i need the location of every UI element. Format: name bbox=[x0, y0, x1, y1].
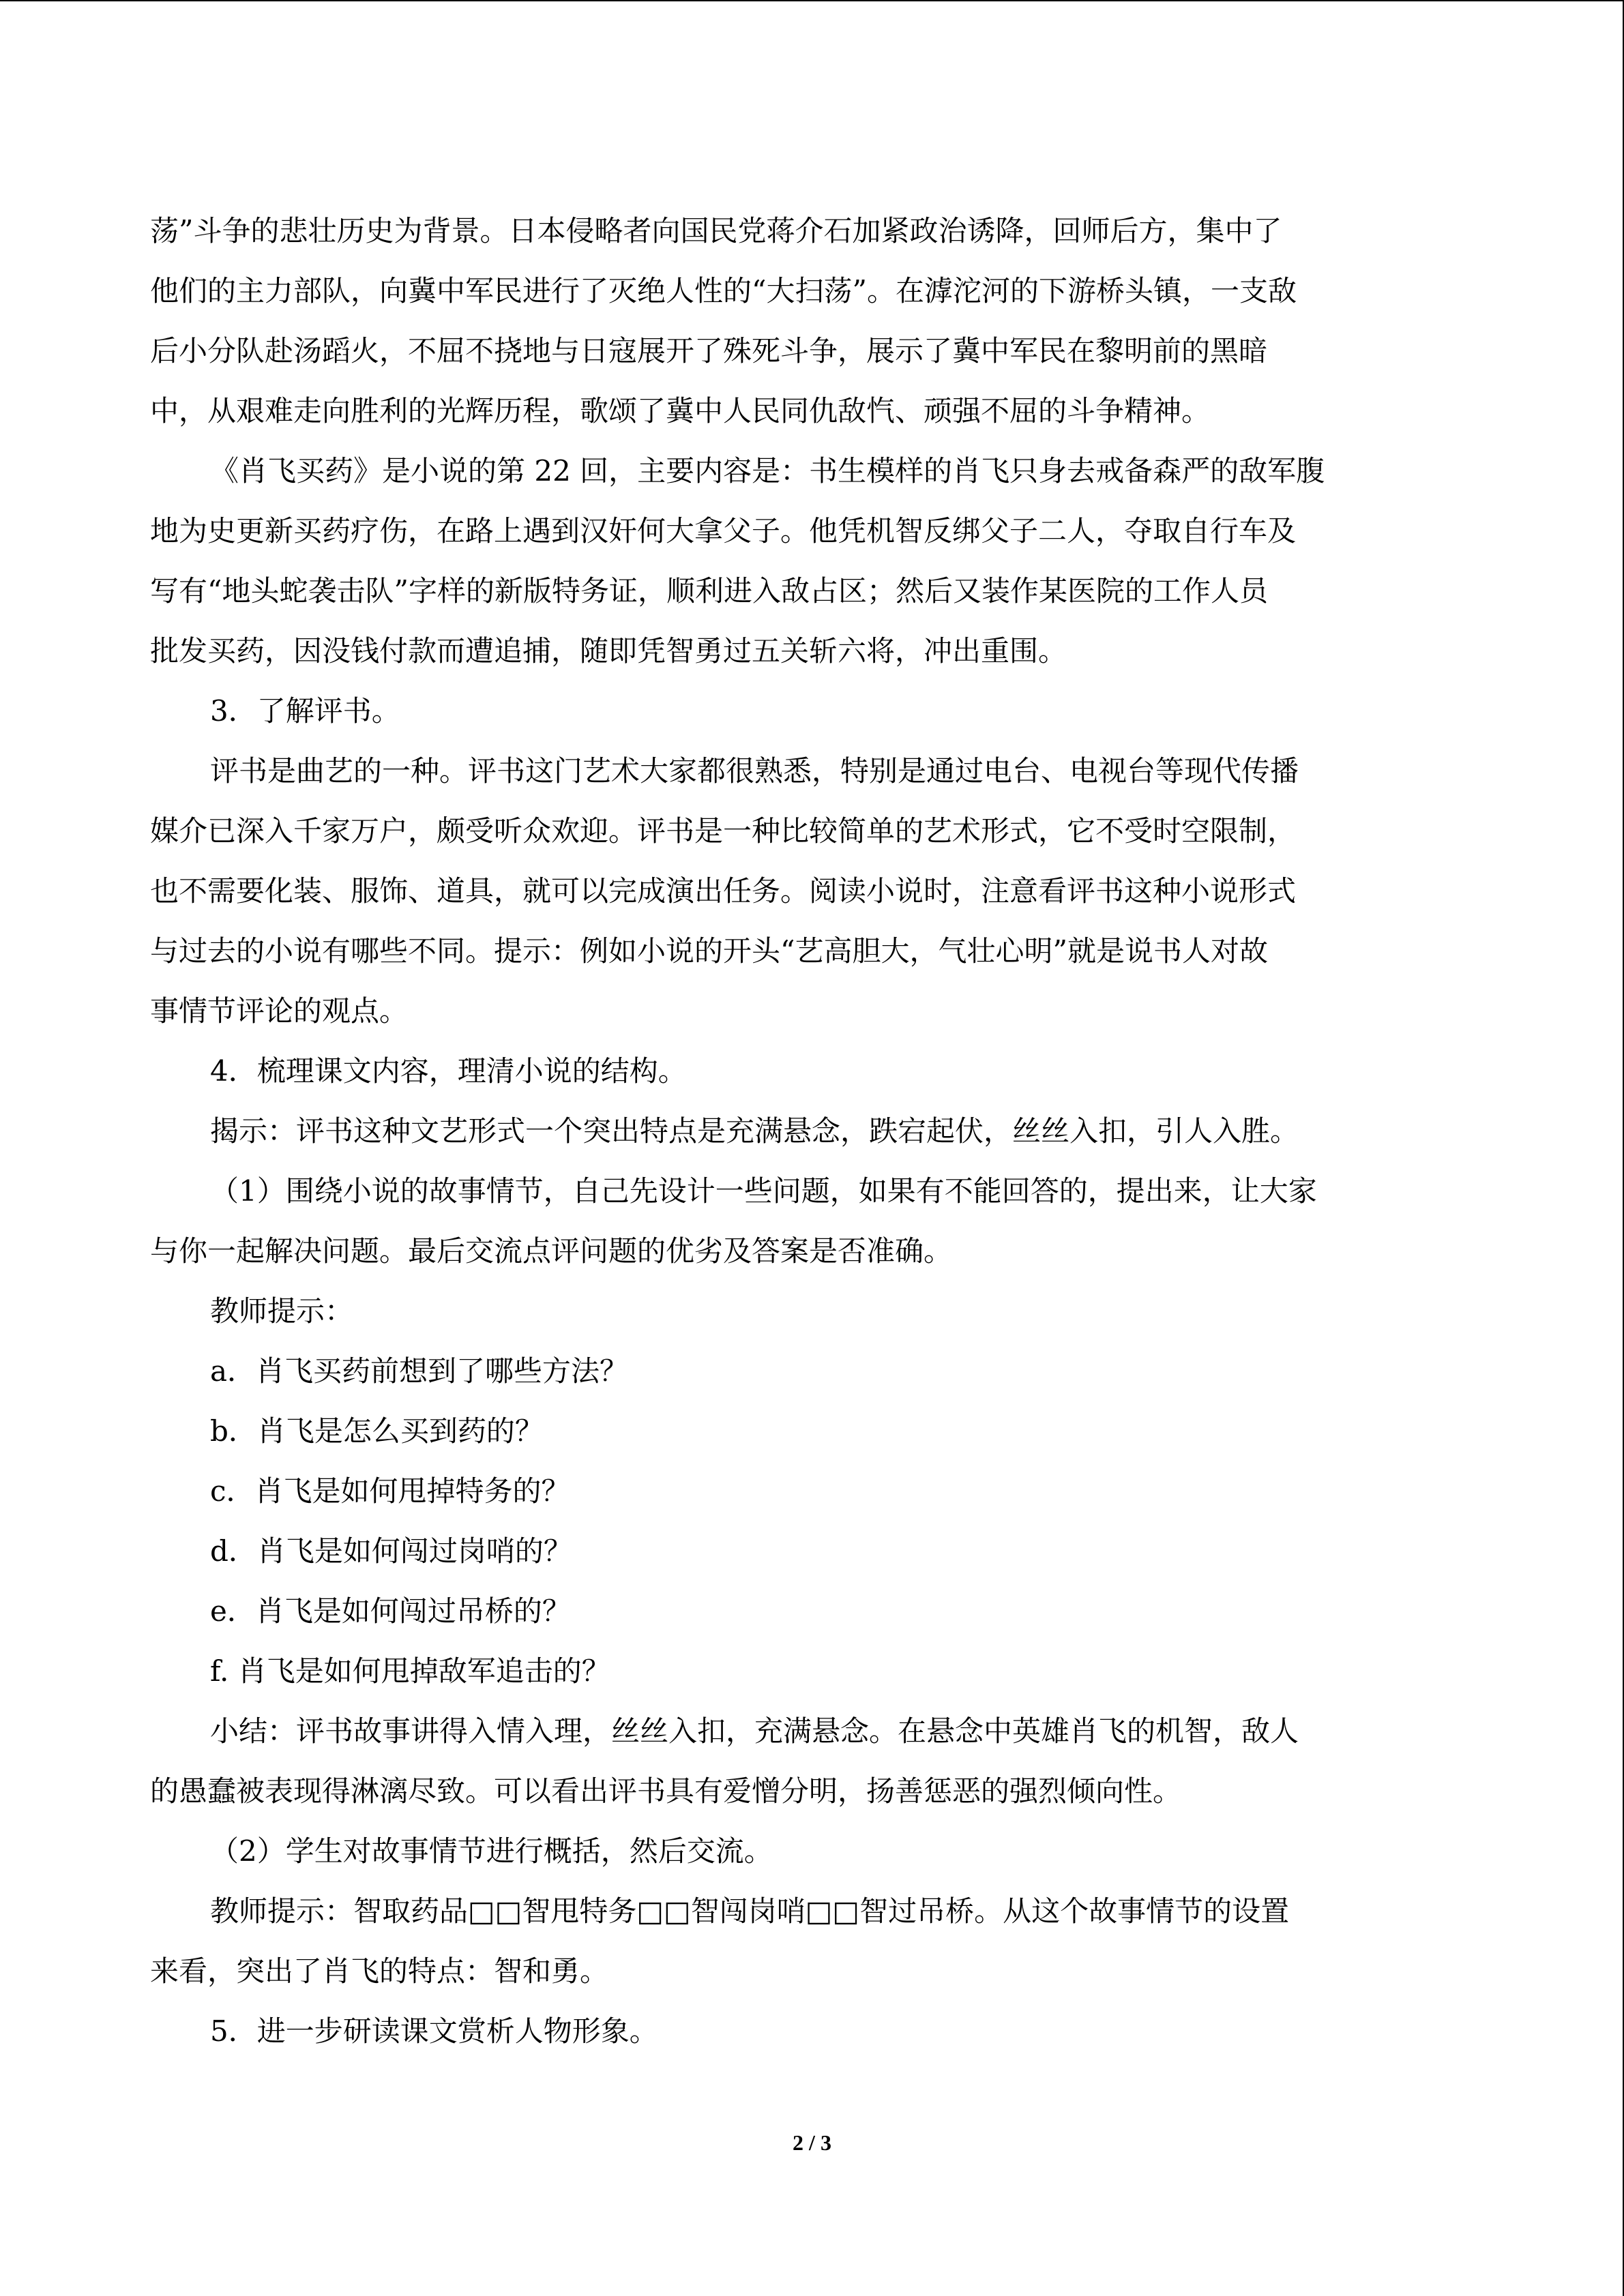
text-line: 《肖飞买药》是小说的第 22 回，主要内容是：书生模样的肖飞只身去戒备森严的敌军腹 bbox=[210, 454, 1325, 488]
text-line: 3．了解评书。 bbox=[210, 694, 400, 728]
text-line: 的愚蠢被表现得淋漓尽致。可以看出评书具有爱憎分明，扬善惩恶的强烈倾向性。 bbox=[150, 1774, 1182, 1808]
text-line: d．肖飞是如何闯过岗哨的？ bbox=[210, 1534, 572, 1568]
text-line: （2）学生对故事情节进行概括，然后交流。 bbox=[210, 1834, 773, 1868]
text-line: 荡”斗争的悲壮历史为背景。日本侵略者向国民党蒋介石加紧政治诱降，回师后方，集中了 bbox=[150, 214, 1282, 248]
text-line: c．肖飞是如何甩掉特务的？ bbox=[210, 1474, 570, 1508]
text-line: 小结：评书故事讲得入情入理，丝丝入扣，充满悬念。在悬念中英雄肖飞的机智，敌人 bbox=[210, 1714, 1299, 1748]
text-line: 与你一起解决问题。最后交流点评问题的优劣及答案是否准确。 bbox=[150, 1234, 953, 1268]
text-line: 教师提示：智取药品□□智甩特务□□智闯岗哨□□智过吊桥。从这个故事情节的设置 bbox=[210, 1894, 1290, 1928]
text-line: 与过去的小说有哪些不同。提示：例如小说的开头“艺高胆大，气壮心明”就是说书人对故 bbox=[150, 934, 1268, 968]
text-line: 评书是曲艺的一种。评书这门艺术大家都很熟悉，特别是通过电台、电视台等现代传播 bbox=[210, 754, 1299, 788]
text-line: 4．梳理课文内容，理清小说的结构。 bbox=[210, 1054, 687, 1088]
page-border-top bbox=[0, 0, 1624, 1]
text-line: 事情节评论的观点。 bbox=[150, 994, 409, 1028]
text-line: 后小分队赴汤蹈火，不屈不挠地与日寇展开了殊死斗争，展示了冀中军民在黎明前的黑暗 bbox=[150, 334, 1268, 368]
text-line: 中，从艰难走向胜利的光辉历程，歌颂了冀中人民同仇敌忾、顽强不屈的斗争精神。 bbox=[150, 394, 1211, 428]
document-body bbox=[150, 201, 1480, 2061]
text-line: a．肖飞买药前想到了哪些方法？ bbox=[210, 1354, 629, 1388]
text-line: 揭示：评书这种文艺形式一个突出特点是充满悬念，跌宕起伏，丝丝入扣，引人入胜。 bbox=[210, 1114, 1299, 1148]
text-line: f. 肖飞是如何甩掉敌军追击的？ bbox=[210, 1654, 610, 1688]
text-line: 批发买药，因没钱付款而遭追捕，随即凭智勇过五关斩六将，冲出重围。 bbox=[150, 634, 1067, 668]
text-line: 他们的主力部队，向冀中军民进行了灭绝人性的“大扫荡”。在滹沱河的下游桥头镇，一支敌 bbox=[150, 274, 1297, 308]
text-line: （1）围绕小说的故事情节，自己先设计一些问题，如果有不能回答的，提出来，让大家 bbox=[210, 1174, 1317, 1208]
text-line: 媒介已深入千家万户，颇受听众欢迎。评书是一种比较简单的艺术形式，它不受时空限制， bbox=[150, 814, 1297, 848]
text-line: b．肖飞是怎么买到药的？ bbox=[210, 1414, 544, 1448]
text-line: 也不需要化装、服饰、道具，就可以完成演出任务。阅读小说时，注意看评书这种小说形式 bbox=[150, 874, 1297, 908]
text-line: 写有“地头蛇袭击队”字样的新版特务证，顺利进入敌占区；然后又装作某医院的工作人员 bbox=[150, 574, 1268, 608]
text-line: 来看，突出了肖飞的特点：智和勇。 bbox=[150, 1954, 609, 1988]
text-line: 5．进一步研读课文赏析人物形象。 bbox=[210, 2014, 658, 2048]
text-line: 教师提示： bbox=[210, 1294, 354, 1328]
text-line: 地为史更新买药疗伤，在路上遇到汉奸何大拿父子。他凭机智反绑父子二人，夺取自行车及 bbox=[150, 514, 1297, 548]
text-line: e．肖飞是如何闯过吊桥的？ bbox=[210, 1594, 571, 1628]
page-number: 2 / 3 bbox=[793, 2130, 831, 2155]
